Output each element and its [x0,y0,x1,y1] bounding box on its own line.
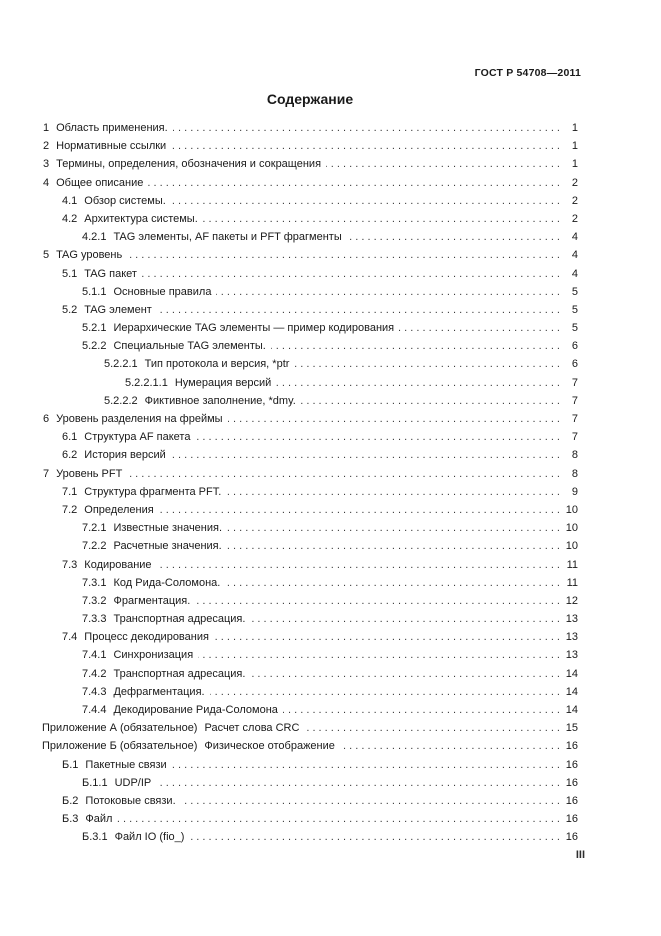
toc-entry [42,646,578,664]
dot-leader [159,501,560,519]
toc-entry-title: Иерархические TAG элементы — пример кодирования [113,322,395,335]
dot-leader [226,483,560,501]
toc-entry-page: 1 [571,122,578,134]
toc-entry [42,265,578,283]
dot-leader [225,574,560,592]
dot-leader [171,446,560,464]
toc-entry [42,337,578,355]
toc-entry-title: Нумерация версий [174,376,272,389]
toc-entry [42,192,578,210]
toc-entry-page: 1 [571,140,578,153]
toc-entry-title: Уровень разделения на фреймы [56,413,223,425]
dot-leader [171,137,560,155]
toc-entry [42,210,578,228]
toc-entry-page: 13 [565,649,578,662]
dot-leader [347,228,560,246]
toc-entry [42,174,578,192]
toc-entry-title: Нормативные ссылки [56,140,167,153]
dot-leader [148,174,560,192]
dot-leader [250,665,560,683]
toc-entry-title: Общее описание [56,176,144,189]
toc-entry-number: 4.1 [62,194,78,207]
toc-entry-page: 16 [565,794,578,807]
document-reference: ГОСТ Р 54708—2011 [474,67,581,79]
dot-leader [171,192,560,210]
toc-entry-page: 10 [565,522,578,535]
toc-entry-page: 4 [571,231,578,244]
toc-entry-number: Б.1 [62,758,79,771]
dot-leader [142,265,560,283]
toc-entry-number: 5.2.2.1 [104,358,138,371]
toc-entry [42,756,578,774]
toc-entry-number: 7.4.4 [82,704,107,716]
toc-entry [42,246,578,264]
toc-entry [42,774,578,792]
toc-entry-title: Физическое отображение [204,740,335,753]
page-number: III [575,849,585,861]
toc-entry-title: TAG уровень [56,249,123,262]
toc-entry-page: 16 [565,831,578,844]
toc-entry-number: 4.2 [62,212,78,225]
toc-entry-page: 16 [565,758,578,771]
dot-leader [189,828,560,846]
toc-entry [42,428,578,446]
toc-entry-number: 1 [43,122,50,134]
toc-entry [42,828,578,846]
toc-entry [42,319,578,337]
dot-leader [181,792,560,810]
toc-entry [42,628,578,646]
toc-entry-page: 8 [571,449,578,462]
toc-entry [42,392,578,410]
toc-entry-title: Процесс декодирования [84,631,209,644]
toc-entry-number: 4 [43,176,50,189]
toc-entry-title: Тип протокола и версия, *ptr [144,358,290,371]
toc-entry-number: 5.2.2.2 [104,394,138,407]
toc-entry-page: 15 [565,722,578,735]
toc-entry-number: Б.2 [62,794,79,807]
dot-leader [326,155,560,173]
toc-entry-number: 7.4.2 [82,667,107,680]
toc-entry [42,537,578,555]
toc-entry-page: 11 [566,558,578,571]
toc-entry-number: Б.1.1 [82,776,108,789]
toc-entry-number: 3 [43,158,50,171]
dot-leader [195,592,560,610]
page-title: Содержание [266,91,354,107]
dot-leader [304,719,560,737]
toc-entry-title: Пакетные связи [85,758,167,771]
toc-entry [42,519,578,537]
toc-entry-page: 11 [566,576,578,589]
toc-entry-number: 5 [43,249,50,262]
toc-entry-title: Файл IO (fio_) [114,831,185,844]
toc-entry-title: TAG элемент [84,303,152,316]
toc-entry [42,501,578,519]
toc-entry-page: 7 [571,413,578,425]
dot-leader [198,646,560,664]
toc-entry-page: 14 [565,704,578,716]
toc-entry-title: Транспортная адресация. [113,613,246,626]
dot-leader [227,537,560,555]
dot-leader [216,283,560,301]
toc-entry [42,137,578,155]
toc-entry-number: 5.1 [62,267,78,280]
toc-entry-number: 7.2.1 [82,522,107,535]
toc-entry-number: 6.2 [62,449,78,462]
dot-leader [228,410,560,428]
toc-entry-number: 7.2 [62,503,78,516]
toc-entry-title: Дефрагментация. [113,685,205,698]
toc-entry-number: 5.1.1 [82,285,107,298]
toc-entry [42,355,578,373]
toc-entry [42,155,578,173]
toc-entry-title: Специальные TAG элементы. [113,340,266,353]
toc-entry-number: 5.2.2 [82,340,107,353]
toc-entry [42,465,578,483]
toc-entry-title: Термины, определения, обозначения и сокращения [56,158,322,171]
dot-leader [173,119,560,137]
toc-entry [42,719,578,737]
toc-entry-number: 5.2.1 [82,322,107,335]
toc-entry [42,228,578,246]
toc-entry [42,119,578,137]
toc-entry-title: Определения [84,503,154,516]
toc-entry-number: 7.1 [62,485,78,498]
dot-leader [127,246,560,264]
toc-entry-page: 5 [571,322,578,335]
toc-entry [42,592,578,610]
toc-entry-title: Известные значения. [113,522,223,535]
toc-entry-title: Транспортная адресация. [113,667,246,680]
toc-entry-page: 2 [571,194,578,207]
toc-entry-number: 7.3.3 [82,613,107,626]
toc-entry-page: 1 [571,158,578,171]
dot-leader [157,556,560,574]
toc-entry-title: Уровень PFT [56,467,123,480]
toc-entry-page: 13 [565,631,578,644]
toc-entry [42,556,578,574]
toc-entry-title: Файл [85,813,113,826]
toc-entry [42,283,578,301]
toc-entry-page: 10 [565,503,578,516]
toc-entry [42,410,578,428]
toc-entry-number: 7.3 [62,558,78,571]
toc-entry-title: Код Рида-Соломона. [113,576,221,589]
table-of-contents [42,119,578,847]
toc-entry [42,737,578,755]
toc-entry-page: 8 [571,467,578,480]
toc-entry-title: Расчет слова CRC [204,722,300,735]
toc-entry-title: Обзор системы. [84,194,166,207]
toc-entry-title: TAG элементы, AF пакеты и PFT фрагменты [113,231,342,244]
toc-entry-number: 2 [43,140,50,153]
toc-entry-page: 4 [571,267,578,280]
toc-entry-number: 7.3.1 [82,576,107,589]
dot-leader [294,355,560,373]
toc-entry-page: 2 [571,176,578,189]
toc-entry-title: Структура AF пакета [84,431,191,444]
toc-entry-title: Расчетные значения. [113,540,222,553]
toc-entry-title: Синхронизация [113,649,194,662]
toc-entry-title: Архитектура системы. [84,212,198,225]
dot-leader [172,756,560,774]
toc-entry-number: Б.3 [62,813,79,826]
toc-entry-page: 5 [571,303,578,316]
toc-entry-title: Фрагментация. [113,594,191,607]
dot-leader [283,701,560,719]
toc-entry [42,701,578,719]
dot-leader [340,737,560,755]
toc-entry-number: 5.2 [62,303,78,316]
toc-entry [42,792,578,810]
toc-entry-title: Декодирование Рида-Соломона [113,704,278,716]
toc-entry-number: 6.1 [62,431,78,444]
toc-entry-number: 7 [43,467,50,480]
toc-entry-number: Б.3.1 [82,831,108,844]
toc-entry-number: 7.2.2 [82,540,107,553]
dot-leader [250,610,560,628]
toc-entry-number: 4.2.1 [82,231,107,244]
toc-entry-page: 16 [565,740,578,753]
toc-entry-title: UDP/IP [114,776,152,789]
dot-leader [276,374,560,392]
toc-entry-page: 16 [565,776,578,789]
toc-entry [42,446,578,464]
toc-entry-title: История версий [84,449,166,462]
toc-entry [42,810,578,828]
toc-entry-number: 7.4.3 [82,685,107,698]
dot-leader [127,465,560,483]
toc-entry-title: Структура фрагмента PFT. [84,485,222,498]
dot-leader [117,810,560,828]
toc-entry-page: 7 [571,376,578,389]
dot-leader [157,301,560,319]
toc-entry-title: Основные правила [113,285,212,298]
dot-leader [399,319,560,337]
dot-leader [214,628,560,646]
toc-entry-number: 7.3.2 [82,594,107,607]
toc-entry-page: 12 [565,594,578,607]
toc-entry-page: 9 [571,485,578,498]
dot-leader [227,519,560,537]
dot-leader [203,210,560,228]
toc-entry-title: Область применения. [56,122,168,134]
toc-entry [42,301,578,319]
toc-entry [42,374,578,392]
dot-leader [195,428,560,446]
toc-entry-page: 6 [571,358,578,371]
toc-entry-page: 14 [565,667,578,680]
dot-leader [301,392,560,410]
toc-entry [42,574,578,592]
toc-entry-title: Потоковые связи. [85,794,176,807]
toc-entry [42,483,578,501]
dot-leader [210,683,560,701]
toc-entry [42,683,578,701]
toc-entry-number: 7.4 [62,631,78,644]
toc-entry-number: 7.4.1 [82,649,107,662]
toc-entry-page: 6 [571,340,578,353]
toc-entry-page: 14 [565,685,578,698]
dot-leader [156,774,560,792]
toc-entry-page: 5 [571,285,578,298]
toc-entry-number: Приложение Б (обязательное) [42,740,198,753]
toc-entry-page: 16 [565,813,578,826]
toc-entry-title: TAG пакет [84,267,137,280]
toc-entry [42,665,578,683]
toc-entry-page: 2 [571,212,578,225]
toc-entry-page: 7 [571,394,578,407]
toc-entry-number: 6 [43,413,50,425]
toc-entry-title: Фиктивное заполнение, *dmy. [144,394,296,407]
toc-entry-page: 13 [565,613,578,626]
toc-entry-page: 10 [565,540,578,553]
toc-entry [42,610,578,628]
toc-entry-title: Кодирование [84,558,152,571]
toc-entry-page: 4 [571,249,578,262]
toc-entry-number: Приложение А (обязательное) [42,722,198,735]
toc-entry-page: 7 [571,431,578,444]
dot-leader [271,337,560,355]
toc-entry-number: 5.2.2.1.1 [125,376,168,389]
